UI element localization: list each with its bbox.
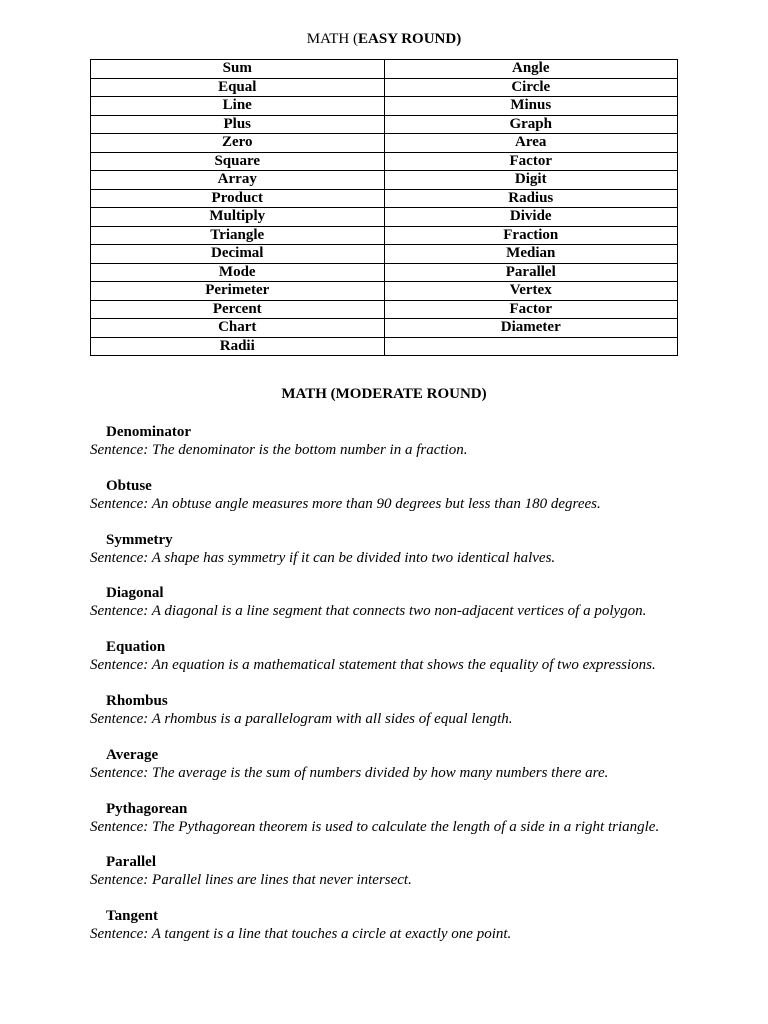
table-cell-right: Divide	[384, 208, 678, 227]
table-cell-left: Square	[91, 152, 385, 171]
table-row	[91, 300, 678, 319]
table-cell-left: Array	[91, 171, 385, 190]
example-sentence: Sentence: A tangent is a line that touches a circle at exactly one point.	[90, 926, 512, 943]
list-item	[0, 584, 768, 638]
list-item	[0, 800, 768, 854]
table-row	[91, 97, 678, 116]
table-row	[91, 208, 678, 227]
example-sentence: Sentence: Parallel lines are lines that never intersect.	[90, 872, 412, 889]
table-cell-right: Area	[384, 134, 678, 153]
table-cell-right: Median	[384, 245, 678, 264]
table-cell-left: Radii	[91, 337, 385, 356]
table-row	[91, 134, 678, 153]
term-label: Denominator	[106, 424, 191, 440]
table-cell-left: Line	[91, 97, 385, 116]
example-sentence: Sentence: The Pythagorean theorem is used to calculate the length of a side in a right triangle.	[90, 818, 660, 835]
table-row	[91, 115, 678, 134]
table-cell-right: Digit	[384, 171, 678, 190]
table-cell-right	[384, 337, 678, 356]
example-sentence: Sentence: An obtuse angle measures more than 90 degrees but less than 180 degrees.	[90, 495, 601, 512]
term-label: Rhombus	[106, 692, 168, 709]
term-label: Pythagorean	[106, 800, 188, 817]
list-item	[0, 531, 768, 585]
table-cell-right: Fraction	[384, 226, 678, 245]
table-cell-right: Factor	[384, 152, 678, 171]
table-cell-left: Product	[91, 189, 385, 208]
table-cell-right: Diameter	[384, 319, 678, 338]
table-row	[91, 319, 678, 338]
table-cell-left: Sum	[91, 60, 385, 79]
table-cell-left: Decimal	[91, 245, 385, 264]
list-item	[0, 423, 768, 477]
table-row	[91, 152, 678, 171]
table-row	[91, 189, 678, 208]
table-row	[91, 171, 678, 190]
table-cell-left: Plus	[91, 115, 385, 134]
example-sentence: Sentence: An equation is a mathematical statement that shows the equality of two expressions.	[90, 657, 656, 674]
table-row	[91, 337, 678, 356]
table-cell-left: Triangle	[91, 226, 385, 245]
table-cell-left: Perimeter	[91, 282, 385, 301]
term-label: Equation	[106, 639, 166, 656]
example-sentence: Sentence: The denominator is the bottom number in a fraction.	[90, 442, 468, 458]
table-cell-left: Multiply	[91, 208, 385, 227]
easy-round-title	[0, 30, 768, 48]
table-cell-left: Mode	[91, 263, 385, 282]
table-cell-right: Circle	[384, 78, 678, 97]
list-item	[0, 907, 768, 961]
term-label: Diagonal	[106, 585, 164, 602]
table-cell-right: Factor	[384, 300, 678, 319]
list-item	[0, 638, 768, 692]
moderate-round-title: MATH (MODERATE ROUND)	[281, 386, 487, 402]
table-cell-right: Parallel	[384, 263, 678, 282]
example-sentence: Sentence: The average is the sum of numbers divided by how many numbers there are.	[90, 764, 609, 781]
list-item	[0, 477, 768, 531]
term-label: Obtuse	[106, 477, 152, 494]
term-label: Average	[106, 746, 159, 763]
table-cell-right: Angle	[384, 60, 678, 79]
table-row	[91, 226, 678, 245]
table-row	[91, 60, 678, 79]
table-cell-left: Chart	[91, 319, 385, 338]
easy-round-table	[90, 59, 678, 356]
table-row	[91, 245, 678, 264]
example-sentence: Sentence: A shape has symmetry if it can be divided into two identical halves.	[90, 549, 556, 566]
table-row	[91, 78, 678, 97]
term-label: Parallel	[106, 854, 156, 871]
example-sentence: Sentence: A diagonal is a line segment that connects two non-adjacent vertices of a polygon.	[90, 603, 647, 620]
list-item	[0, 746, 768, 800]
table-cell-right: Graph	[384, 115, 678, 134]
table-row	[91, 282, 678, 301]
list-item	[0, 692, 768, 746]
easy-round-title-bold: EASY ROUND)	[358, 31, 462, 47]
term-label: Symmetry	[106, 531, 173, 548]
easy-round-title-prefix: MATH (	[306, 31, 359, 47]
example-sentence: Sentence: A rhombus is a parallelogram with all sides of equal length.	[90, 710, 513, 727]
table-cell-left: Percent	[91, 300, 385, 319]
list-item	[0, 853, 768, 907]
moderate-round-list	[0, 423, 768, 961]
table-cell-right: Radius	[384, 189, 678, 208]
table-cell-right: Minus	[384, 97, 678, 116]
table-cell-left: Equal	[91, 78, 385, 97]
table-row	[91, 263, 678, 282]
term-label: Tangent	[106, 908, 158, 925]
table-cell-right: Vertex	[384, 282, 678, 301]
table-cell-left: Zero	[91, 134, 385, 153]
